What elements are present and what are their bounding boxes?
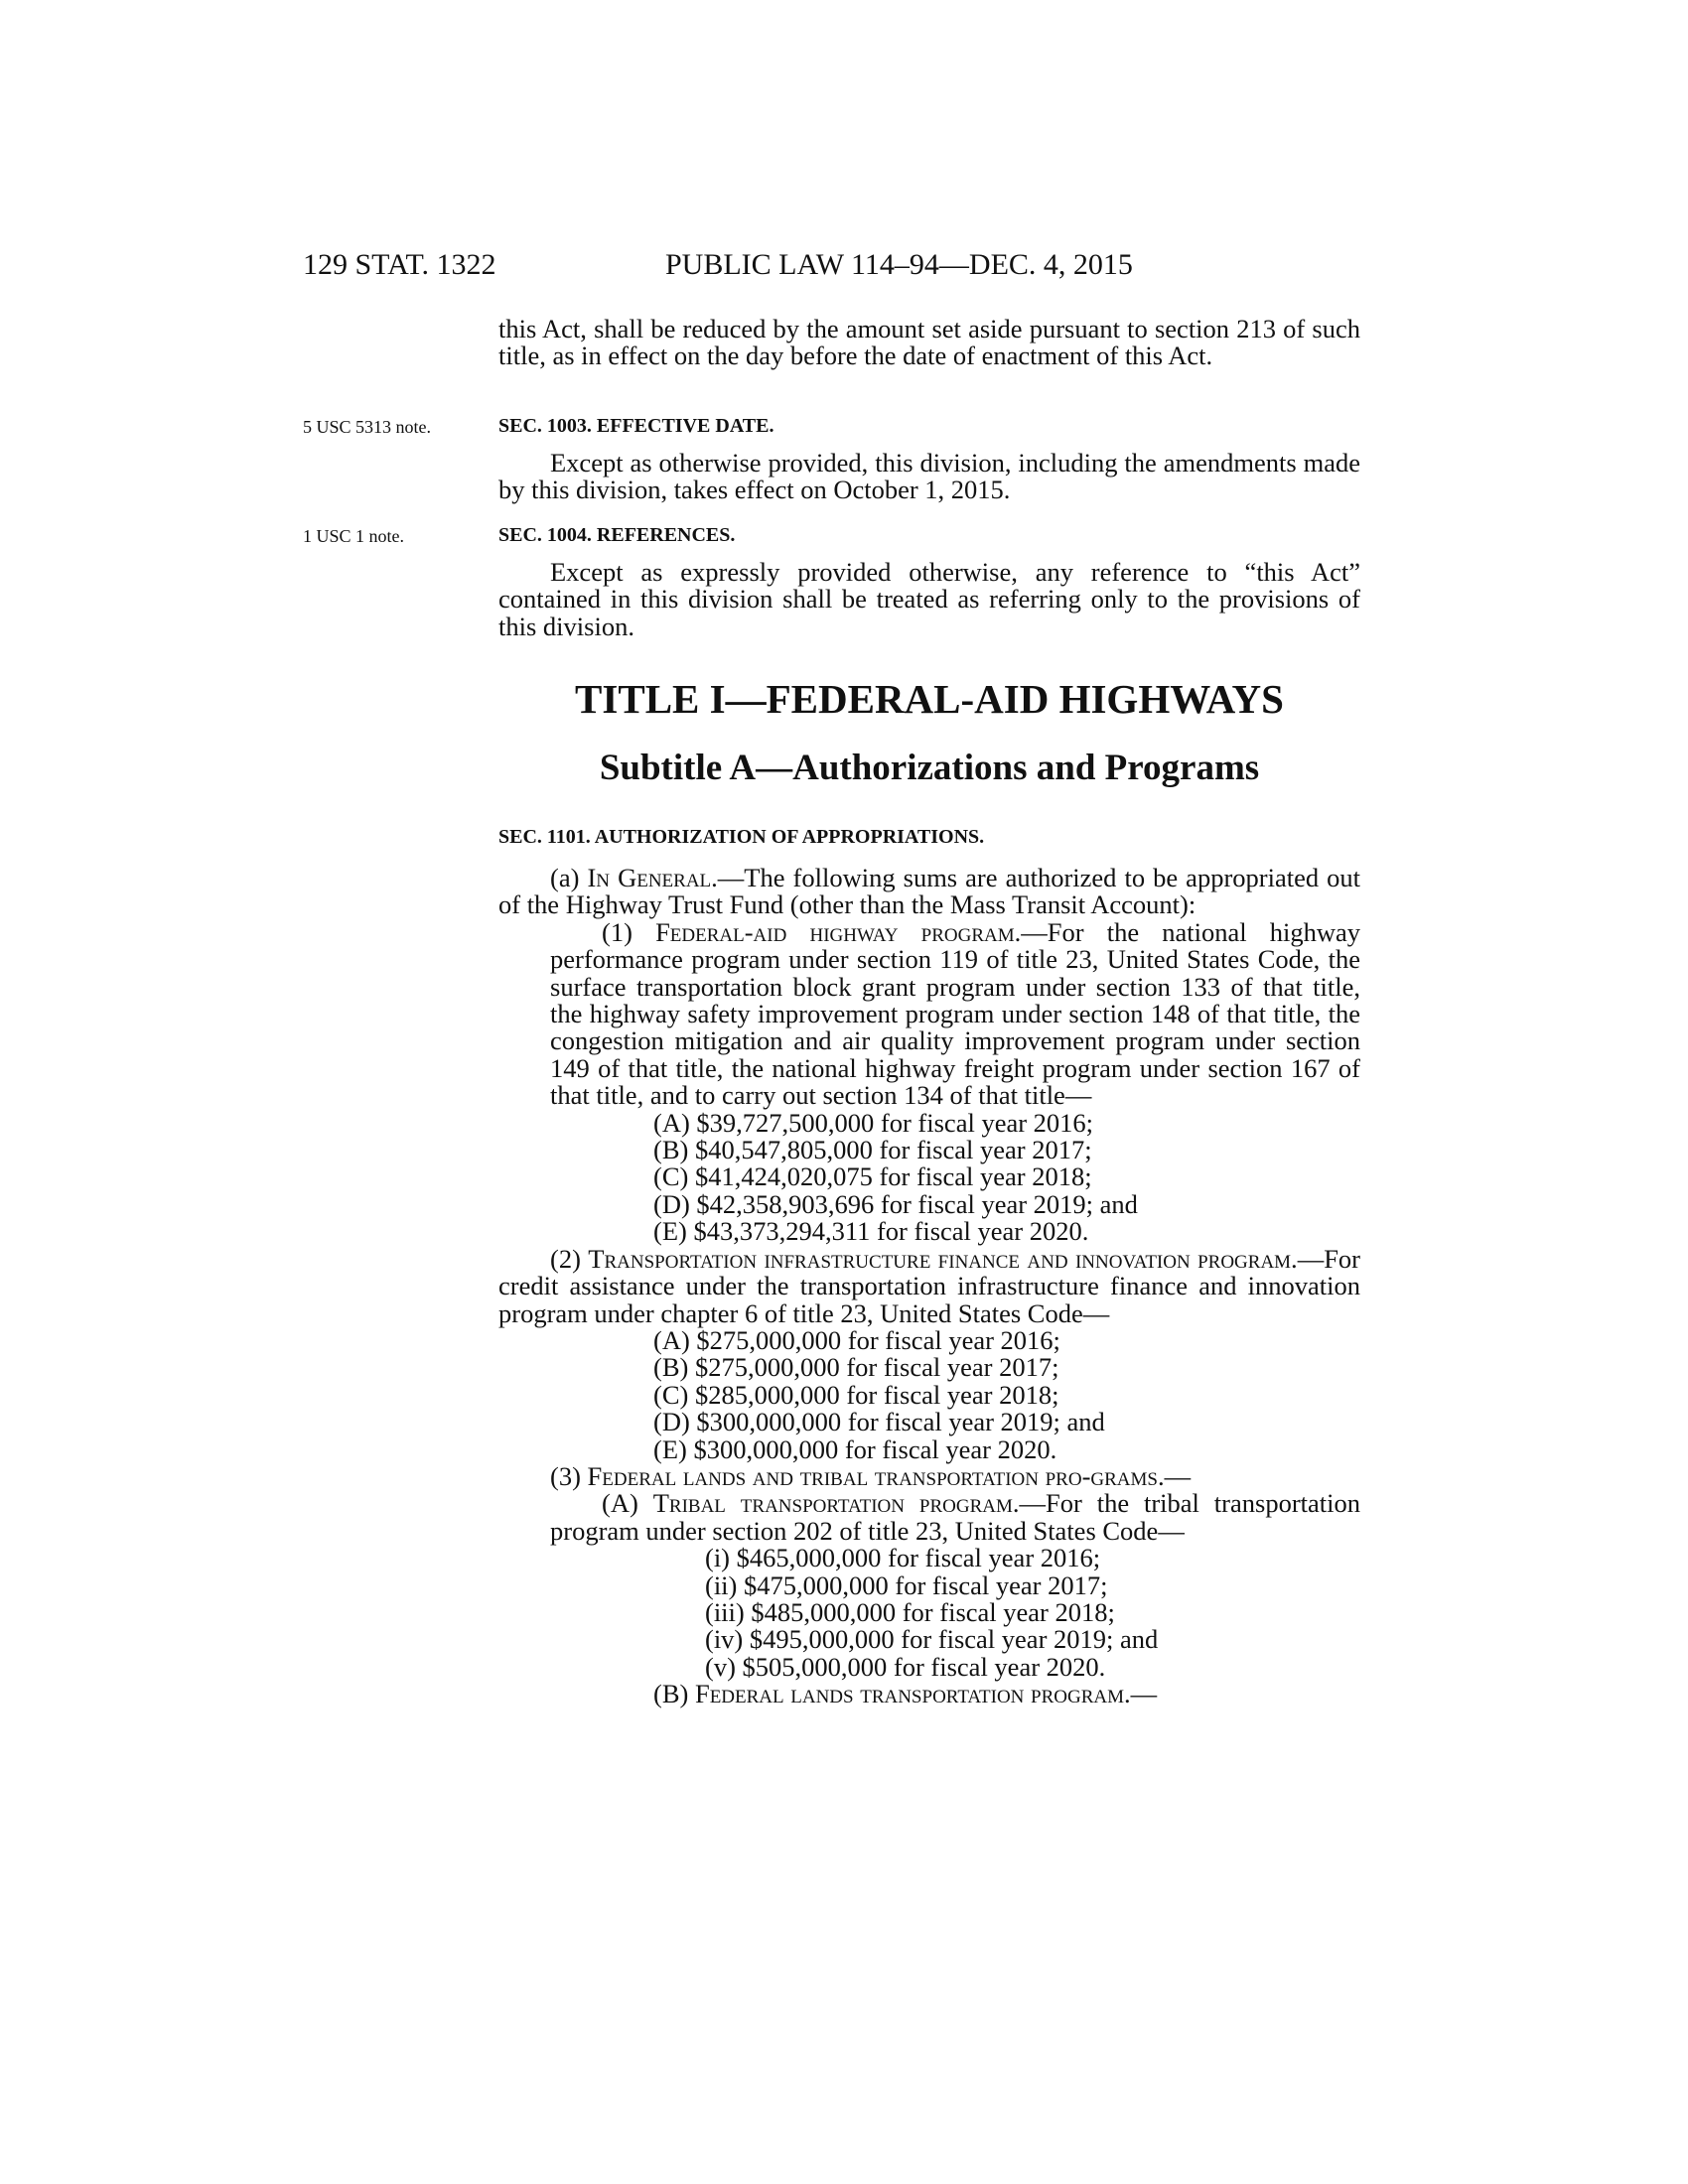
running-header: PUBLIC LAW 114–94—DEC. 4, 2015	[665, 248, 1133, 281]
subparagraph-3A-caption: Tribal transportation program.	[652, 1488, 1020, 1519]
title-heading: TITLE I—FEDERAL-AID HIGHWAYS	[575, 676, 1284, 722]
sec1004-heading: SEC. 1004. REFERENCES.	[498, 524, 736, 546]
paragraph-1-label: (1)	[602, 916, 633, 947]
paragraph-1-text: —For the national highway performance program under section 119 of title 23, United States Code, the surface transportation block grant program under section 133 of that title, the highway safety improvement program under section 148 of that title, the congestion mitigation and air quality improvement program under section 149 of that title, the national highway freight program under section 167 of that title, and to carry out section 134 of that title—	[550, 916, 1361, 1111]
subparagraph-3B	[498, 1681, 1360, 1707]
sec1003-heading: SEC. 1003. EFFECTIVE DATE.	[498, 415, 774, 437]
paragraph-2-item: (B) $275,000,000 for fiscal year 2017;	[653, 1352, 1059, 1383]
subsection-a	[498, 865, 1360, 919]
margin-note-sec1003: 5 USC 5313 note.	[303, 417, 432, 437]
subparagraph-3A-item: (ii) $475,000,000 for fiscal year 2017;	[705, 1570, 1108, 1600]
subparagraph-3A	[498, 1490, 1360, 1545]
paragraph-1-item: (B) $40,547,805,000 for fiscal year 2017;	[653, 1135, 1092, 1165]
paragraph-1-items	[498, 1107, 1360, 1247]
subparagraph-3A-text: —For the tribal transportation program under section 202 of title 23, United States Code—	[550, 1488, 1360, 1546]
sec1004-text: Except as expressly provided otherwise, any reference to “this Act” contained in this division shall be treated as referring only to the provisions of this division.	[498, 557, 1360, 641]
subparagraph-3A-items	[498, 1545, 1360, 1681]
sec1003-text: Except as otherwise provided, this division, including the amendments made by this division, takes effect on October 1, 2015.	[498, 448, 1360, 505]
subparagraph-3B-caption: Federal lands transportation program.	[694, 1679, 1131, 1709]
paragraph-1-item: (D) $42,358,903,696 for fiscal year 2019; and	[653, 1188, 1138, 1219]
paragraph-3-caption: Federal lands and tribal transportation pro-grams.	[587, 1460, 1165, 1491]
subsection-a-text: —The following sums are authorized to be appropriated out of the Highway Trust Fund (other than the Mass Transit Account):	[498, 863, 1361, 920]
sec1101-heading: SEC. 1101. AUTHORIZATION OF APPROPRIATIONS.	[498, 826, 985, 848]
paragraph-2-text: —For credit assistance under the transportation infrastructure finance and innovation program under chapter 6 of title 23, United States Code—	[498, 1243, 1361, 1328]
paragraph-2-label: (2)	[550, 1243, 581, 1274]
paragraph-3	[498, 1460, 1360, 1491]
paragraph-1-item: (A) $39,727,500,000 for fiscal year 2016;	[653, 1107, 1094, 1138]
subparagraph-3A-label: (A)	[602, 1488, 638, 1519]
paragraph-1-item: (E) $43,373,294,311 for fiscal year 2020.	[653, 1216, 1089, 1247]
paragraph-2-item: (D) $300,000,000 for fiscal year 2019; and	[653, 1407, 1105, 1437]
subparagraph-3A-item: (v) $505,000,000 for fiscal year 2020.	[705, 1651, 1106, 1682]
subparagraph-3A-item: (iii) $485,000,000 for fiscal year 2018;	[705, 1596, 1115, 1627]
statute-page-number: 129 STAT. 1322	[303, 248, 496, 281]
subparagraph-3A-item: (i) $465,000,000 for fiscal year 2016;	[705, 1543, 1101, 1573]
paragraph-1	[498, 916, 1361, 1111]
subparagraph-3A-item: (iv) $495,000,000 for fiscal year 2019; and	[705, 1624, 1159, 1655]
paragraph-1-item: (C) $41,424,020,075 for fiscal year 2018;	[653, 1161, 1092, 1192]
sec1101-block	[498, 826, 1360, 1708]
subsection-a-label: (a)	[550, 863, 580, 892]
paragraph-1-caption: Federal-aid highway program.	[655, 916, 1022, 947]
intro-paragraph: this Act, shall be reduced by the amount set aside pursuant to section 213 of such title, as in effect on the day before the date of enactment of this Act.	[498, 314, 1360, 371]
subparagraph-3B-dash: —	[1130, 1679, 1158, 1709]
paragraph-2-item: (E) $300,000,000 for fiscal year 2020.	[653, 1433, 1057, 1464]
sec1003-block	[498, 415, 1360, 504]
paragraph-2-item: (C) $285,000,000 for fiscal year 2018;	[653, 1379, 1059, 1410]
paragraph-2-items	[498, 1324, 1360, 1464]
intro-block	[498, 316, 1360, 370]
subparagraph-3B-label: (B)	[653, 1679, 689, 1709]
subsection-a-caption: In General.	[587, 863, 718, 892]
margin-note-sec1004: 1 USC 1 note.	[303, 526, 405, 546]
paragraph-2	[498, 1243, 1361, 1328]
paragraph-3-dash: —	[1164, 1460, 1192, 1491]
subtitle-heading: Subtitle A—Authorizations and Programs	[599, 748, 1260, 788]
sec1004-block	[498, 524, 1360, 640]
paragraph-3-label: (3)	[550, 1460, 581, 1491]
paragraph-2-caption: Transportation infrastructure finance and innovation program.	[588, 1243, 1298, 1274]
paragraph-2-item: (A) $275,000,000 for fiscal year 2016;	[653, 1324, 1060, 1355]
